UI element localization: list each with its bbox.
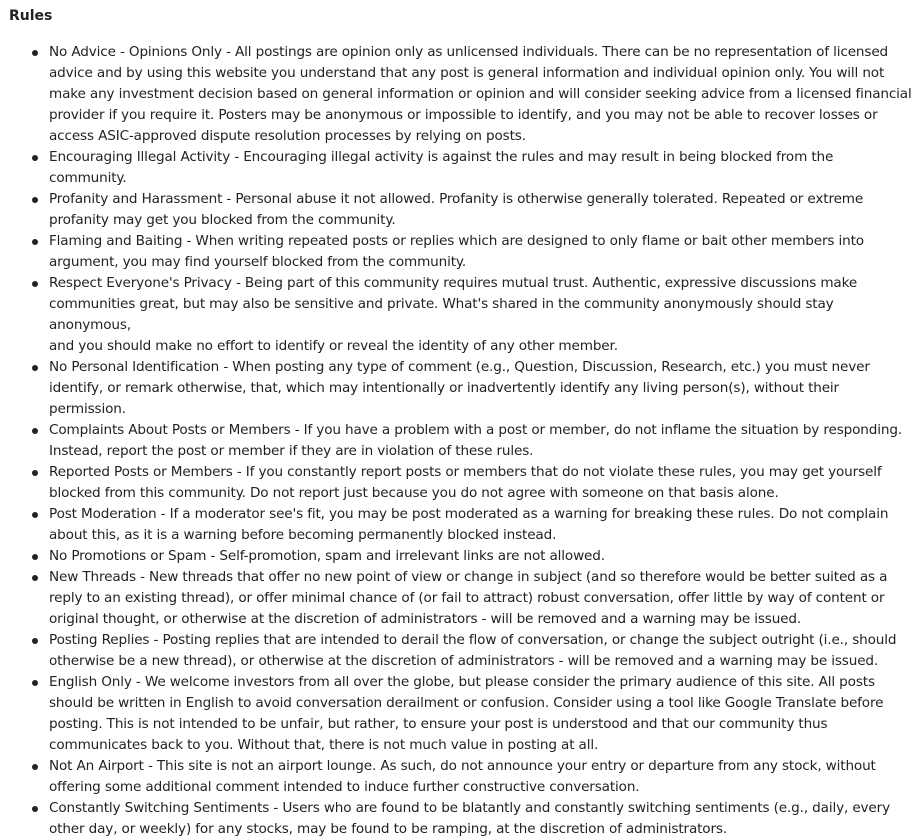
- rule-text: No Personal Identification - When posting any type of comment (e.g., Question, Discussion, Research, etc.) you must never identify, or remark otherwise, that, which may intentionally or inadvertently identify any living person(s), without their permission.: [49, 359, 870, 417]
- bullet-icon: [32, 554, 38, 560]
- rules-heading: Rules: [9, 8, 53, 24]
- rule-text: English Only - We welcome investors from all over the globe, but please consider the primary audience of this site. All posts should be written in English to avoid conversation derailment or confusion. Consider using a tool like Google Translate before posting. This is not intended to be unfair, but rather, to ensure your post is understood and that our community thus communicates back to you. Without that, there is not much value in posting at all.: [49, 674, 884, 753]
- rule-item: [0, 42, 918, 147]
- rule-text: Reported Posts or Members - If you constantly report posts or members that do not violate these rules, you may get yourself blocked from this community. Do not report just because you do not agree with someone on that basis alone.: [49, 464, 882, 501]
- rule-item: [0, 273, 918, 357]
- rule-item: [0, 147, 918, 189]
- bullet-icon: [32, 239, 38, 245]
- rule-item: [0, 189, 918, 231]
- rule-text: New Threads - New threads that offer no new point of view or change in subject (and so therefore would be better suited as a reply to an existing thread), or offer minimal chance of (or fail to attract) robust conversation, offer little by way of content or original thought, or otherwise at the discretion of administrators - will be removed and a warning may be issued.: [49, 569, 888, 627]
- bullet-icon: [32, 50, 38, 56]
- bullet-icon: [32, 764, 38, 770]
- rule-text: Posting Replies - Posting replies that are intended to derail the flow of conversation, or change the subject outright (i.e., should otherwise be a new thread), or otherwise at the discretion of administrators - will be removed and a warning may be issued.: [49, 632, 897, 669]
- rule-item: [0, 798, 918, 840]
- bullet-icon: [32, 155, 38, 161]
- rule-text: Flaming and Baiting - When writing repeated posts or replies which are designed to only flame or bait other members into argument, you may find yourself blocked from the community.: [49, 233, 864, 270]
- bullet-icon: [32, 638, 38, 644]
- bullet-icon: [32, 512, 38, 518]
- bullet-icon: [32, 680, 38, 686]
- bullet-icon: [32, 281, 38, 287]
- rule-item: [0, 504, 918, 546]
- rule-item: [0, 231, 918, 273]
- bullet-icon: [32, 470, 38, 476]
- bullet-icon: [32, 575, 38, 581]
- rule-text: Constantly Switching Sentiments - Users who are found to be blatantly and constantly switching sentiments (e.g., daily, every other day, or weekly) for any stocks, may be found to be ramping, at the discretion of administrators.: [49, 800, 890, 837]
- rule-item: [0, 420, 918, 462]
- rule-item: [0, 630, 918, 672]
- rule-text: No Advice - Opinions Only - All postings are opinion only as unlicensed individuals. There can be no representation of licensed advice and by using this website you understand that any post is general information and individual opinion only. You will not make any investment decision based on general information or opinion and will consider seeking advice from a licensed financial provider if you require it. Posters may be anonymous or impossible to identify, and you may not be able to recover losses or access ASIC-approved dispute resolution processes by relying on posts.: [49, 44, 912, 144]
- bullet-icon: [32, 428, 38, 434]
- rule-item: [0, 567, 918, 630]
- rule-text: Profanity and Harassment - Personal abuse it not allowed. Profanity is otherwise generally tolerated. Repeated or extreme profanity may get you blocked from the community.: [49, 191, 864, 228]
- rules-list: [0, 42, 918, 840]
- rule-item: [0, 462, 918, 504]
- bullet-icon: [32, 365, 38, 371]
- rule-item: [0, 756, 918, 798]
- rule-text: Not An Airport - This site is not an airport lounge. As such, do not announce your entry or departure from any stock, without offering some additional comment intended to induce further constructive conversation.: [49, 758, 876, 795]
- rule-text: Complaints About Posts or Members - If you have a problem with a post or member, do not inflame the situation by responding. Instead, report the post or member if they are in violation of these rules.: [49, 422, 902, 459]
- rule-item: [0, 357, 918, 420]
- rule-item: [0, 672, 918, 756]
- rule-text: Encouraging Illegal Activity - Encouraging illegal activity is against the rules and may result in being blocked from the community.: [49, 149, 834, 186]
- bullet-icon: [32, 197, 38, 203]
- rule-text: No Promotions or Spam - Self-promotion, spam and irrelevant links are not allowed.: [49, 548, 605, 564]
- bullet-icon: [32, 806, 38, 812]
- rule-item: [0, 546, 918, 567]
- rule-text: Post Moderation - If a moderator see's fit, you may be post moderated as a warning for breaking these rules. Do not complain about this, as it is a warning before becoming permanently blocked instead.: [49, 506, 889, 543]
- rule-text: Respect Everyone's Privacy - Being part of this community requires mutual trust. Authentic, expressive discussions make communities great, but may also be sensitive and private. What's shared in the community anonymously should stay anonymous, and you should make no effort to identify or reveal the identity of any other member.: [49, 275, 858, 354]
